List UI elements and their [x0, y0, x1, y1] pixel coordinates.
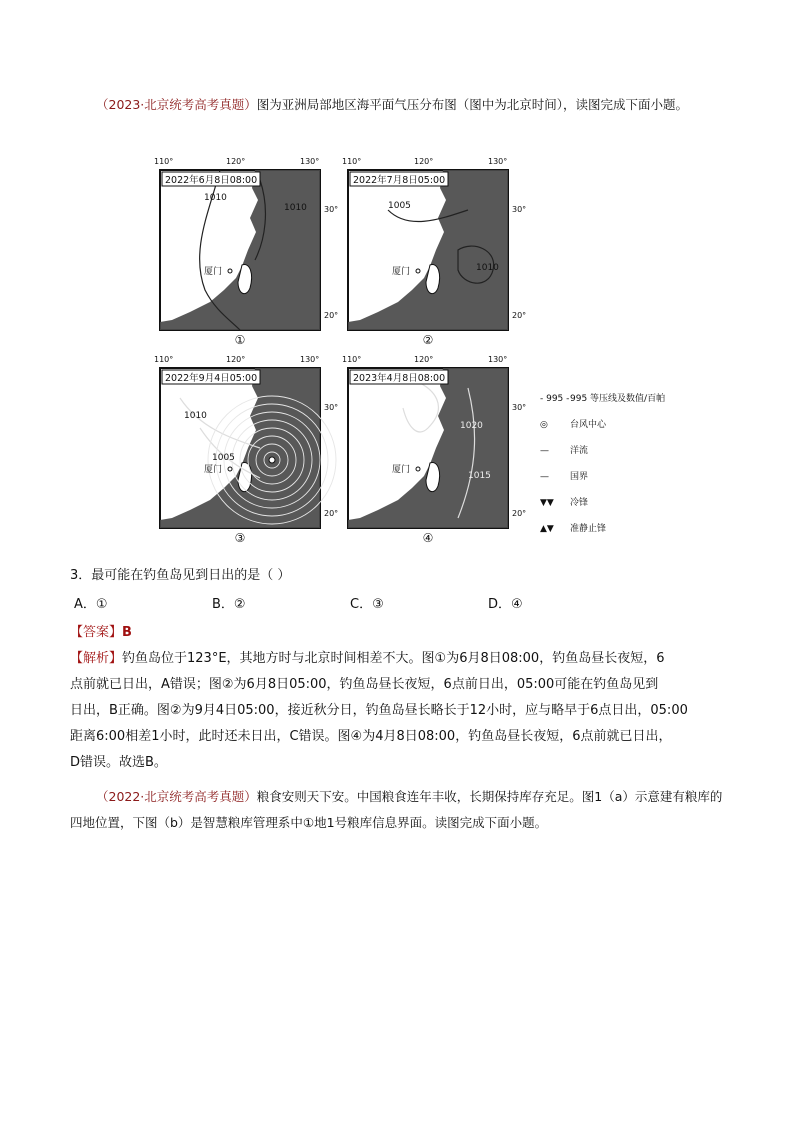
- answer-line: [70, 620, 730, 646]
- legend-label: 台风中心: [570, 420, 607, 430]
- intro-text: 图为亚洲局部地区海平面气压分布图（图中为北京时间），读图完成下面小题。: [256, 97, 689, 112]
- city-label-xiamen: 厦门: [204, 465, 223, 475]
- map-panel-1: [154, 157, 338, 347]
- question-stem: 3．最可能在钓鱼岛见到日出的是（ ）: [70, 568, 291, 583]
- lon-label-110: 110°: [342, 355, 362, 364]
- legend-label: 冷锋: [570, 498, 589, 508]
- typhoon-center-icon: ◎: [540, 420, 548, 430]
- analysis-line-4: 距离6:00相差1小时，此时还未日出，C错误。图④为4月8日08:00，钓鱼岛昼长夜短，6点前就已日出，: [70, 729, 672, 744]
- lat-label-30: 30°: [512, 205, 527, 214]
- option-a[interactable]: A．①: [74, 597, 108, 612]
- lon-label-120: 120°: [226, 355, 246, 364]
- map-legend: [540, 386, 670, 542]
- stationary-front-icon: ▲▼: [540, 524, 554, 534]
- isobar-label: 1005: [388, 201, 411, 211]
- isobar-label: 1015: [468, 471, 491, 481]
- lat-label-20: 20°: [324, 311, 339, 320]
- lat-label-20: 20°: [512, 311, 527, 320]
- legend-item: [540, 386, 670, 412]
- isobar-label: 1010: [204, 193, 227, 203]
- option-d[interactable]: D．④: [488, 597, 523, 612]
- legend-label: 准静止锋: [570, 524, 607, 534]
- legend-label: 995 等压线及数值/百帕: [570, 394, 666, 404]
- lat-label-30: 30°: [324, 403, 339, 412]
- panel-number: ②: [422, 333, 434, 347]
- map-panel-4: [342, 355, 526, 545]
- lon-label-120: 120°: [226, 157, 246, 166]
- lat-label-30: 30°: [512, 403, 527, 412]
- isobar-icon: - 995 -: [540, 394, 570, 404]
- lon-label-130: 130°: [488, 157, 508, 166]
- lon-label-110: 110°: [154, 157, 174, 166]
- legend-item: [540, 490, 670, 516]
- lat-label-20: 20°: [512, 509, 527, 518]
- isobar-label: 1020: [460, 421, 483, 431]
- city-label-xiamen: 厦门: [392, 465, 411, 475]
- legend-item: [540, 516, 670, 542]
- isobar-label: 1005: [212, 453, 235, 463]
- legend-item: [540, 438, 670, 464]
- lon-label-120: 120°: [414, 355, 434, 364]
- panel-title: 2022年6月8日08:00: [165, 175, 258, 186]
- intro-paragraph-2: [70, 784, 730, 836]
- answer-value: B: [122, 625, 132, 640]
- source-tag-2: （2022·北京统考高考真题）: [96, 789, 257, 804]
- panel-title: 2023年4月8日08:00: [353, 373, 446, 384]
- ocean-current-icon: —: [540, 446, 549, 456]
- intro-paragraph-1: [70, 92, 730, 118]
- analysis-block: [70, 646, 730, 776]
- map-panel-3: [154, 355, 338, 545]
- option-c[interactable]: C．③: [350, 597, 384, 612]
- lat-label-20: 20°: [324, 509, 339, 518]
- map-panel-2: [342, 157, 526, 347]
- analysis-line-2: 点前就已日出，A错误；图②为6月8日05:00，钓鱼岛昼长夜短，6点前日出，05:00可能在钓鱼岛见到: [70, 677, 659, 692]
- panel-title: 2022年7月8日05:00: [353, 175, 446, 186]
- source-tag: （2023·北京统考高考真题）: [96, 97, 257, 112]
- city-label-xiamen: 厦门: [204, 267, 223, 277]
- cold-front-icon: ▼▼: [540, 498, 554, 508]
- analysis-label: 【解析】: [70, 651, 123, 666]
- lon-label-130: 130°: [488, 355, 508, 364]
- legend-label: 国界: [570, 472, 589, 482]
- panel-number: ①: [234, 333, 246, 347]
- lon-label-120: 120°: [414, 157, 434, 166]
- analysis-line-3: 日出，B正确。图②为9月4日05:00，接近秋分日，钓鱼岛昼长略长于12小时，应与略早于6点日出，05:00: [70, 703, 688, 718]
- lon-label-130: 130°: [300, 157, 320, 166]
- intro-text-2: 粮食安则天下安。中国粮食连年丰收，长期保持库存充足。图1（a）示意建有粮库的四地位置，下图（b）是智慧粮库管理系中①地1号粮库信息界面。读图完成下面小题。: [70, 789, 723, 830]
- isobar-label: 1010: [184, 411, 207, 421]
- legend-item: [540, 464, 670, 490]
- analysis-line-1: 钓鱼岛位于123°E，其地方时与北京时间相差不大。图①为6月8日08:00，钓鱼岛昼长夜短，6: [122, 651, 665, 666]
- answer-label: 【答案】: [70, 625, 123, 640]
- isobar-label: 1010: [284, 203, 307, 213]
- lon-label-110: 110°: [342, 157, 362, 166]
- city-label-xiamen: 厦门: [392, 267, 411, 277]
- lat-label-30: 30°: [324, 205, 339, 214]
- panel-title: 2022年9月4日05:00: [165, 373, 258, 384]
- lon-label-130: 130°: [300, 355, 320, 364]
- isobar-label: 1010: [476, 263, 499, 273]
- lon-label-110: 110°: [154, 355, 174, 364]
- panel-number: ④: [422, 531, 434, 545]
- analysis-line-5: D错误。故选B。: [70, 755, 167, 770]
- typhoon-center-icon: [269, 457, 275, 463]
- option-b[interactable]: B．②: [212, 597, 246, 612]
- legend-label: 洋流: [570, 446, 589, 456]
- border-icon: —: [540, 472, 549, 482]
- legend-item: [540, 412, 670, 438]
- panel-number: ③: [234, 531, 246, 545]
